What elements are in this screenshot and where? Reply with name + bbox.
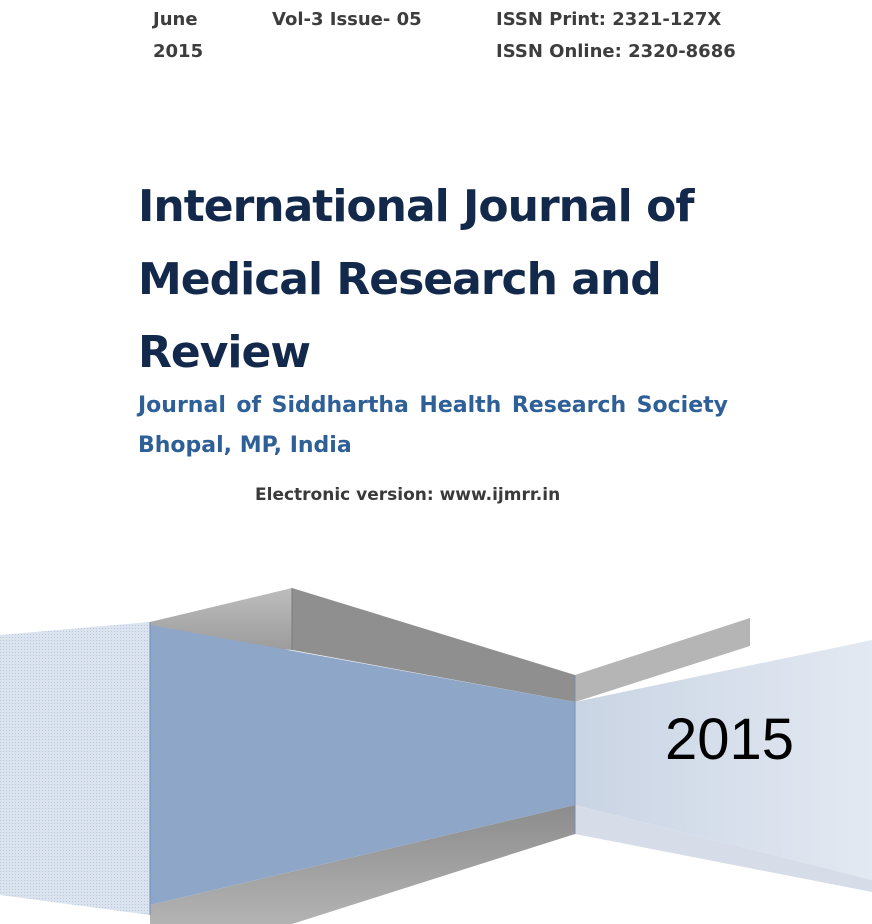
header-issn-online: ISSN Online: 2320-8686 (496, 41, 736, 62)
society-line-2: Bhopal, MP, India (138, 433, 352, 458)
header-volume-issue: Vol-3 Issue- 05 (272, 9, 422, 30)
electronic-version: Electronic version: www.ijmrr.in (255, 485, 561, 505)
header-issn-print: ISSN Print: 2321-127X (496, 9, 722, 30)
header-month: June (153, 9, 198, 30)
journal-title-line-1: International Journal of (138, 181, 694, 232)
journal-title-line-3: Review (138, 327, 310, 378)
header-year: 2015 (153, 41, 204, 62)
banner-left-panel (0, 622, 150, 915)
society-subtitle (138, 386, 728, 466)
cover-year: 2015 (665, 707, 795, 772)
journal-title (138, 170, 778, 389)
society-line-1: Journal of Siddhartha Health Research Society (138, 393, 728, 418)
journal-title-line-2: Medical Research and (138, 254, 661, 305)
